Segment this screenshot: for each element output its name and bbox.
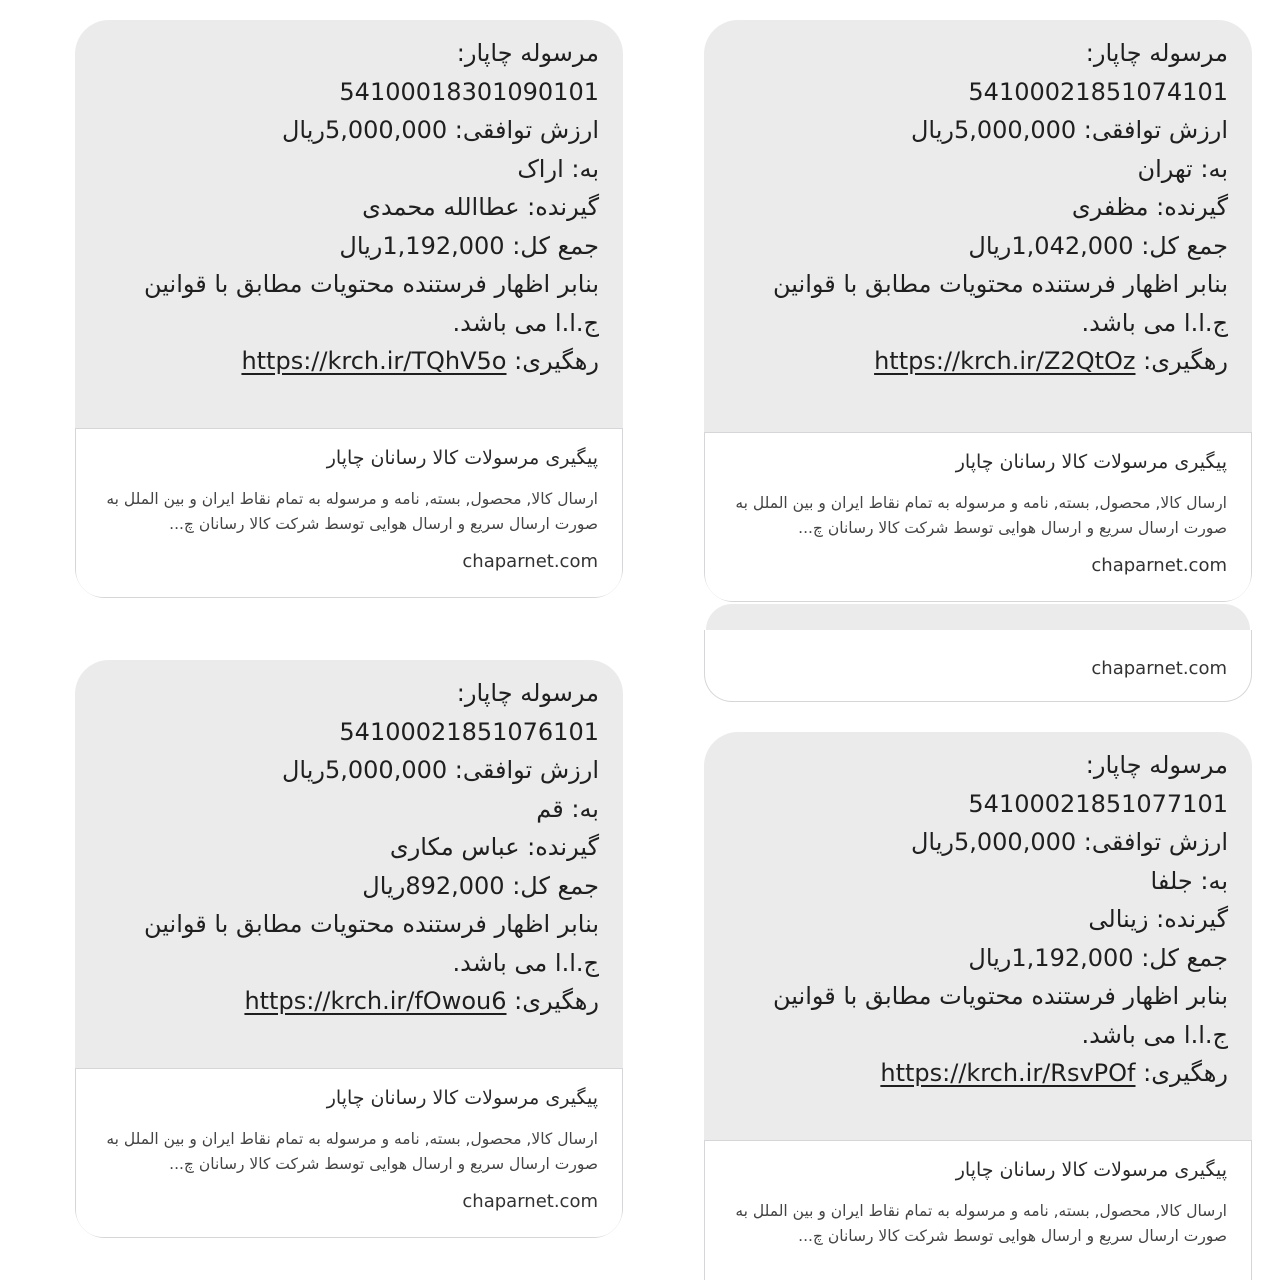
tracking-line	[728, 342, 1228, 381]
tracking-label: رهگیری:	[1143, 1059, 1228, 1087]
tracking-number: 54100021851076101	[339, 717, 599, 746]
partial-bubble-top	[706, 604, 1250, 630]
tracking-link[interactable]: https://krch.ir/RsvPOf	[880, 1059, 1136, 1087]
message-bubble-1	[75, 20, 623, 598]
recipient-line: گیرنده: مظفری	[1071, 193, 1228, 221]
total-line: جمع کل: 892,000ریال	[362, 871, 599, 900]
value-line: ارزش توافقی: 5,000,000ریال	[910, 828, 1228, 856]
message-text	[75, 20, 623, 381]
destination-line: به: قم	[536, 794, 599, 823]
message-heading: مرسوله چاپار:	[456, 679, 599, 707]
message-heading: مرسوله چاپار:	[1085, 751, 1228, 779]
total-line: جمع کل: 1,192,000ریال	[339, 231, 599, 260]
tracking-link[interactable]: https://krch.ir/TQhV5o	[241, 347, 507, 375]
tracking-number: 54100018301090101	[339, 77, 599, 106]
destination-line: به: تهران	[1137, 154, 1228, 183]
recipient-line: گیرنده: زینالی	[1088, 905, 1228, 933]
preview-domain: chaparnet.com	[462, 551, 598, 572]
tracking-line	[728, 1054, 1228, 1093]
tracking-link[interactable]: https://krch.ir/fOwou6	[244, 987, 507, 1015]
preview-description: ارسال کالا, محصول, بسته, نامه و مرسوله به تمام نقاط ایران و بین الملل به صورت ارسال سریع و ارسال هوایی توسط شرکت کالا رسانان چ...	[735, 494, 1227, 537]
value-line: ارزش توافقی: 5,000,000ریال	[281, 116, 599, 144]
link-preview-card[interactable]	[704, 1140, 1252, 1280]
destination-line: به: اراک	[517, 154, 599, 183]
message-heading: مرسوله چاپار:	[456, 39, 599, 67]
total-line: جمع کل: 1,192,000ریال	[968, 943, 1228, 972]
message-bubble-3	[75, 660, 623, 1238]
destination-line: به: جلفا	[1150, 866, 1228, 895]
preview-domain: chaparnet.com	[462, 1191, 598, 1212]
preview-title: پیگیری مرسولات کالا رسانان چاپار	[326, 1087, 598, 1109]
tracking-number: 54100021851074101	[968, 77, 1228, 106]
message-text	[704, 732, 1252, 1093]
tracking-link[interactable]: https://krch.ir/Z2QtOz	[874, 347, 1136, 375]
tracking-number: 54100021851077101	[968, 789, 1228, 818]
notice-text: بنابر اظهار فرستنده محتویات مطابق با قوانین ج.ا.ا می باشد.	[773, 270, 1228, 337]
preview-description: ارسال کالا, محصول, بسته, نامه و مرسوله به تمام نقاط ایران و بین الملل به صورت ارسال سریع و ارسال هوایی توسط شرکت کالا رسانان چ...	[106, 1130, 598, 1173]
value-line: ارزش توافقی: 5,000,000ریال	[281, 756, 599, 784]
preview-title: پیگیری مرسولات کالا رسانان چاپار	[955, 451, 1227, 473]
message-bubble-2	[704, 20, 1252, 602]
message-text	[704, 20, 1252, 381]
link-preview-card[interactable]	[75, 1068, 623, 1238]
notice-text: بنابر اظهار فرستنده محتویات مطابق با قوانین ج.ا.ا می باشد.	[144, 910, 599, 977]
message-heading: مرسوله چاپار:	[1085, 39, 1228, 67]
tracking-label: رهگیری:	[514, 987, 599, 1015]
preview-title: پیگیری مرسولات کالا رسانان چاپار	[326, 447, 598, 469]
preview-domain: chaparnet.com	[1091, 658, 1227, 679]
tracking-label: رهگیری:	[514, 347, 599, 375]
recipient-line: گیرنده: عباس مکاری	[389, 833, 599, 861]
notice-text: بنابر اظهار فرستنده محتویات مطابق با قوانین ج.ا.ا می باشد.	[144, 270, 599, 337]
partial-link-preview[interactable]	[704, 630, 1252, 702]
link-preview-card[interactable]	[75, 428, 623, 598]
value-line: ارزش توافقی: 5,000,000ریال	[910, 116, 1228, 144]
message-text	[75, 660, 623, 1021]
recipient-line: گیرنده: عطاالله محمدی	[362, 193, 599, 221]
total-line: جمع کل: 1,042,000ریال	[968, 231, 1228, 260]
preview-description: ارسال کالا, محصول, بسته, نامه و مرسوله به تمام نقاط ایران و بین الملل به صورت ارسال سریع و ارسال هوایی توسط شرکت کالا رسانان چ...	[106, 490, 598, 533]
notice-text: بنابر اظهار فرستنده محتویات مطابق با قوانین ج.ا.ا می باشد.	[773, 982, 1228, 1049]
link-preview-card[interactable]	[704, 432, 1252, 602]
tracking-line	[99, 982, 599, 1021]
preview-domain: chaparnet.com	[1091, 555, 1227, 576]
tracking-label: رهگیری:	[1143, 347, 1228, 375]
tracking-line	[99, 342, 599, 381]
preview-description: ارسال کالا, محصول, بسته, نامه و مرسوله به تمام نقاط ایران و بین الملل به صورت ارسال سریع و ارسال هوایی توسط شرکت کالا رسانان چ...	[735, 1202, 1227, 1245]
message-bubble-4	[704, 732, 1252, 1280]
preview-title: پیگیری مرسولات کالا رسانان چاپار	[955, 1159, 1227, 1181]
